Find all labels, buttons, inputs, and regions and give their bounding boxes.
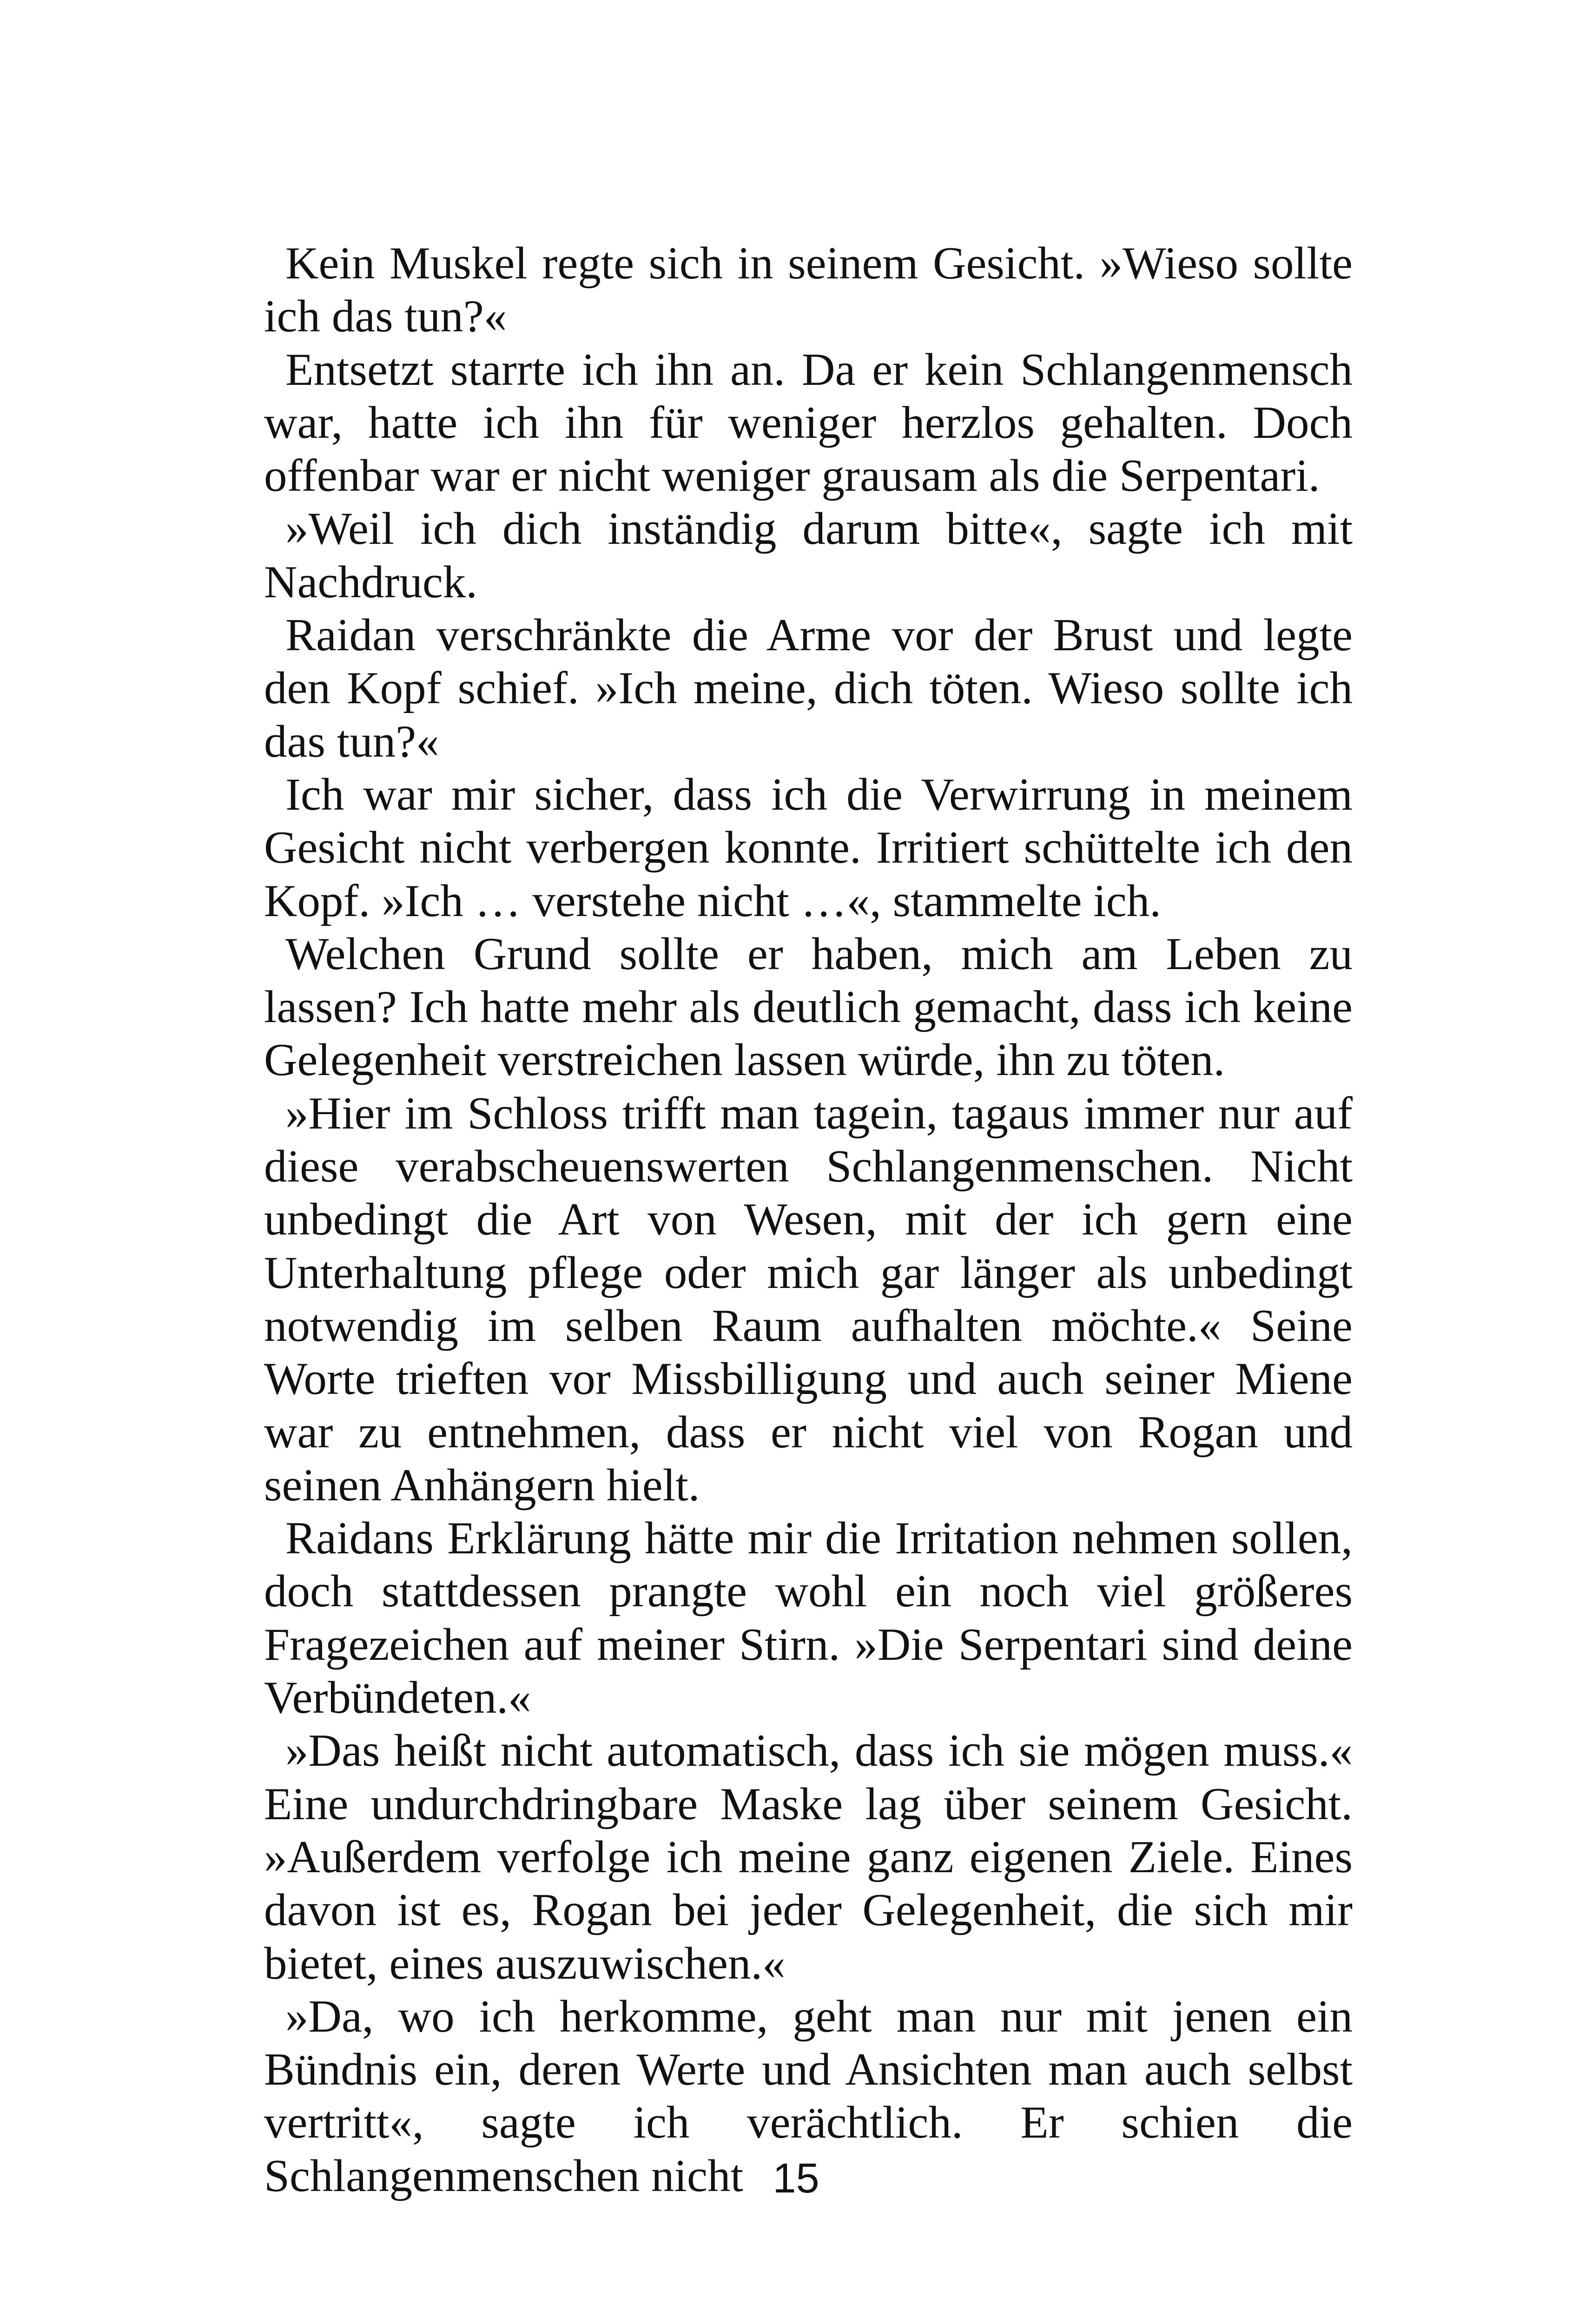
paragraph: Ich war mir sicher, dass ich die Verwirrung in meinem Gesicht nicht verbergen konnte. Irritiert schüttelte ich den Kopf. »Ich … verstehe nicht …«, stammelte ich. (264, 769, 1353, 926)
paragraph: »Das heißt nicht automatisch, dass ich sie mögen muss.« Eine undurchdringbare Maske lag über seinem Gesicht. »Außerdem verfolge ich meine ganz eigenen Ziele. Eines davon ist es, Rogan bei jeder Gelegenheit, die sich mir bietet, eines auszuwischen.« (264, 1725, 1353, 1989)
paragraph: »Hier im Schloss trifft man tagein, tagaus immer nur auf diese verabscheuenswerten Schlangenmenschen. Nicht unbedingt die Art von Wesen, mit der ich gern eine Unterhaltung pflege oder mich gar länger als unbedingt notwendig im selben Raum aufhalten möchte.« Seine Worte trieften vor Missbilligung und auch seiner Miene war zu entnehmen, dass er nicht viel von Rogan und seinen Anhängern hielt. (264, 1088, 1353, 1511)
page-number: 15 (773, 2155, 819, 2202)
paragraph: »Da, wo ich herkomme, geht man nur mit jenen ein Bündnis ein, deren Werte und Ansichten man auch selbst vertritt«, sagte ich verächtlich. Er schien die Schlangenmenschen nicht (264, 1991, 1353, 2201)
paragraph: Kein Muskel regte sich in seinem Gesicht. »Wieso sollte ich das tun?« (264, 238, 1353, 342)
paragraph: Raidans Erklärung hätte mir die Irritation nehmen sollen, doch stattdessen prangte wohl ein noch viel größeres Fragezeichen auf meiner Stirn. »Die Serpentari sind deine Verbündeten.« (264, 1513, 1353, 1723)
body-text (264, 237, 1353, 2203)
paragraph: Welchen Grund sollte er haben, mich am Leben zu lassen? Ich hatte mehr als deutlich gemacht, dass ich keine Gelegenheit verstreichen lassen würde, ihn zu töten. (264, 928, 1353, 1086)
paragraph: »Weil ich dich inständig darum bitte«, sagte ich mit Nachdruck. (264, 503, 1353, 607)
paragraph: Entsetzt starrte ich ihn an. Da er kein Schlangenmensch war, hatte ich ihn für weniger herzlos gehalten. Doch offenbar war er nicht weniger grausam als die Serpentari. (264, 344, 1353, 502)
paragraph: Raidan verschränkte die Arme vor der Brust und legte den Kopf schief. »Ich meine, dich töten. Wieso sollte ich das tun?« (264, 610, 1353, 767)
